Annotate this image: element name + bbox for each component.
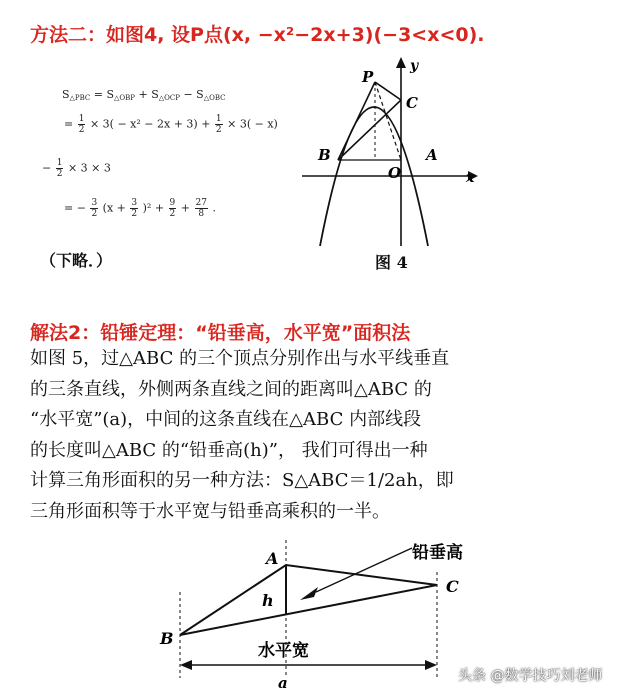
method-pendulum-heading: 解法2：铅锤定理：“铅垂高，水平宽”面积法 <box>30 322 411 344</box>
label-b: B <box>318 146 331 164</box>
width-arrow-left <box>180 660 192 670</box>
paragraph-line: 的三条直线，外侧两条直线之间的距离叫△ABC 的 <box>30 378 432 400</box>
fraction-one-half: $\frac{1}{2}$ <box>56 158 63 179</box>
label-a-vertex: A <box>266 549 279 568</box>
watermark-author: @数学技巧刘老师 <box>490 668 603 684</box>
fraction-twenty-seven-eighths: $\frac{27}{8}$ <box>195 198 207 219</box>
fraction-three-halves: $\frac{3}{2}$ <box>131 198 138 219</box>
method-two-heading: 方法二：如图4, 设P点(x, −x²−2x+3)(−3<x<0). <box>30 24 485 46</box>
y-axis-arrow <box>396 57 406 68</box>
label-c-vertex: C <box>446 577 459 596</box>
figure-5 <box>150 540 490 699</box>
label-x: x <box>466 170 475 186</box>
segment-pc <box>375 82 401 100</box>
paragraph-line: 计算三角形面积的另一种方法：S△ABC＝1/2ah，即 <box>30 470 454 491</box>
paragraph-line: “水平宽”(a)，中间的这条直线在△ABC 内部线段 <box>30 409 422 430</box>
fraction-nine-halves: $\frac{9}{2}$ <box>169 198 176 219</box>
formula-line-1: $S_{\triangle PBC} = S_{\triangle OBP} + S_{\triangle OCP} - S_{\triangle OBC}$ <box>62 88 226 102</box>
fraction-three-halves: $\frac{3}{2}$ <box>91 198 98 219</box>
width-arrow-right <box>425 660 437 670</box>
fraction-one-half: $\frac{1}{2}$ <box>78 114 85 135</box>
label-a-width: a <box>278 674 288 692</box>
formula-line-4: = − $\frac{3}{2}$ (x + $\frac{3}{2}$ )² + $\frac{9}{2}$ + $\frac{27}{8}$ . <box>64 198 216 219</box>
label-o: O <box>388 164 402 182</box>
figure-4 <box>300 50 500 250</box>
paragraph-line: 的长度叫△ABC 的“铅垂高(h)”， 我们可得出一种 <box>30 439 428 461</box>
label-h: h <box>262 591 274 610</box>
formula-line-2: = $\frac{1}{2}$ × 3( − x² − 2x + 3) + $\frac{1}{2}$ × 3( − x) <box>64 114 278 135</box>
watermark-source: 头条 <box>458 668 486 684</box>
label-y: y <box>410 58 419 74</box>
paragraph-line: 三角形面积等于水平宽与铅垂高乘积的一半。 <box>30 500 390 522</box>
fraction-one-half: $\frac{1}{2}$ <box>215 114 222 135</box>
label-c: C <box>406 94 418 112</box>
method-pendulum-paragraph <box>30 344 454 527</box>
label-b-vertex: B <box>160 629 174 648</box>
label-a: A <box>426 146 438 164</box>
paragraph-line: 如图 5，过△ABC 的三个顶点分别作出与水平线垂直 <box>30 348 450 369</box>
label-vertical-height: 铅垂高 <box>412 543 463 563</box>
watermark <box>458 665 602 685</box>
triangle-abc <box>180 565 437 635</box>
pointer-arrowhead <box>300 587 318 600</box>
label-p: P <box>362 68 374 86</box>
figure-4-caption: 图 4 <box>375 253 408 272</box>
formula-line-3: − $\frac{1}{2}$ × 3 × 3 <box>42 158 111 179</box>
formula-s-pbc: $S_{\triangle PBC}$ <box>62 88 91 102</box>
omitted-note: （下略．） <box>40 251 113 270</box>
segment-bp <box>338 82 375 160</box>
label-horizontal-width: 水平宽 <box>258 641 309 661</box>
